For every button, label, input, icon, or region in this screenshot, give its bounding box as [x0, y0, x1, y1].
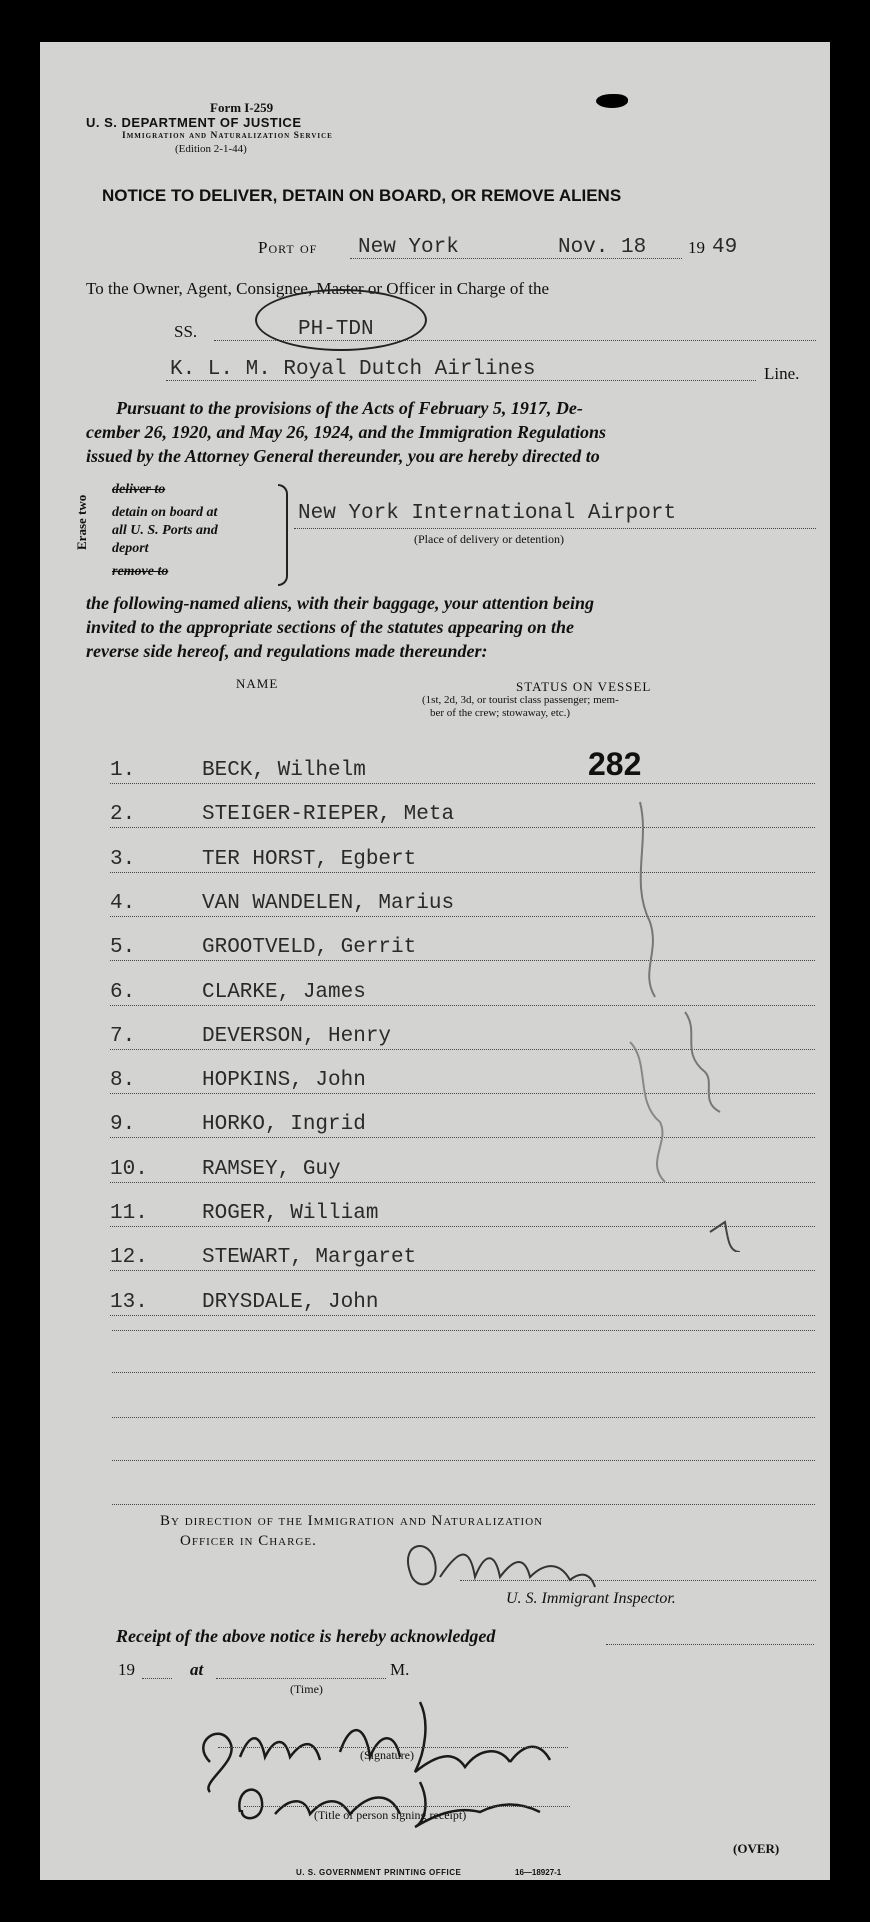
port-value: New York — [358, 236, 459, 259]
receipt-time-underline — [216, 1678, 386, 1679]
ink-blot — [596, 94, 628, 108]
alien-name: DRYSDALE, John — [202, 1290, 379, 1314]
alien-name: HORKO, Ingrid — [202, 1113, 366, 1137]
alien-number: 5. — [110, 936, 136, 960]
ss-value: PH-TDN — [298, 318, 374, 341]
alien-name: STEWART, Margaret — [202, 1246, 417, 1270]
receipt-m-suffix: M. — [390, 1660, 410, 1679]
alien-number: 9. — [110, 1113, 136, 1137]
receipt-year-underline — [142, 1678, 172, 1679]
inspector-underline — [460, 1580, 816, 1581]
pursuant-line-2: cember 26, 1920, and May 26, 1924, and the Immigration Regulations — [86, 422, 607, 442]
alien-number: 10. — [110, 1157, 148, 1181]
direction-line-2: Officer in Charge. — [180, 1533, 317, 1549]
column-name-header: NAME — [236, 676, 279, 691]
erase-two-label: Erase two — [74, 494, 89, 550]
alien-name: CLARKE, James — [202, 980, 366, 1004]
stamp-number: 282 — [588, 746, 642, 782]
department-name: U. S. DEPARTMENT OF JUSTICE — [86, 115, 302, 130]
deport-option: deport — [112, 541, 149, 556]
alien-number: 6. — [110, 980, 136, 1004]
alien-number: 3. — [110, 847, 136, 871]
pencil-annotation — [610, 782, 770, 1252]
to-owner-text: To the Owner, Agent, Consignee, Master or Officer in Charge of the — [86, 279, 549, 298]
alien-number: 7. — [110, 1024, 136, 1048]
alien-name: TER HORST, Egbert — [202, 847, 417, 871]
port-label: Port of — [258, 238, 318, 257]
following-line-3: reverse side hereof, and regulations made thereunder: — [86, 641, 488, 661]
empty-row — [112, 1330, 815, 1331]
receipt-text: Receipt of the above notice is hereby acknowledged — [116, 1626, 496, 1646]
alien-row-line — [110, 1270, 815, 1271]
alien-name: BECK, Wilhelm — [202, 759, 366, 782]
empty-row — [112, 1460, 815, 1461]
over-label: (OVER) — [733, 1841, 780, 1856]
following-line-2: invited to the appropriate sections of the statutes appearing on the — [86, 617, 575, 637]
column-status-sub-1: (1st, 2d, 3d, or tourist class passenger; mem- — [422, 694, 619, 706]
alien-number: 4. — [110, 891, 136, 915]
alien-number: 2. — [110, 803, 136, 827]
column-status-header: STATUS ON VESSEL — [516, 679, 652, 694]
receipt-at: at — [190, 1660, 204, 1679]
printer-code: 16—18927-1 — [515, 1868, 562, 1877]
empty-row — [112, 1372, 815, 1373]
remove-option: remove to — [112, 564, 169, 579]
year-prefix: 19 — [688, 238, 705, 257]
column-status-sub-2: ber of the crew; stowaway, etc.) — [430, 707, 571, 719]
receipt-date-underline — [606, 1644, 814, 1645]
ports-option: all U. S. Ports and — [112, 523, 218, 538]
detain-option: detain on board at — [112, 505, 218, 520]
alien-name: HOPKINS, John — [202, 1069, 366, 1093]
title-caption: (Title of person signing receipt) — [314, 1808, 467, 1822]
ss-circle-mark — [255, 289, 427, 351]
line-underline — [166, 380, 756, 381]
alien-number: 13. — [110, 1290, 148, 1314]
deliver-option: deliver to — [112, 482, 166, 497]
place-underline — [294, 528, 816, 529]
pursuant-line-3: issued by the Attorney General thereunder, you are hereby directed to — [86, 446, 600, 466]
directive-brace — [278, 484, 288, 586]
inspector-caption: U. S. Immigrant Inspector. — [506, 1590, 676, 1607]
alien-name: ROGER, William — [202, 1202, 379, 1225]
form-paper — [40, 42, 830, 1880]
year-value: 49 — [712, 236, 738, 259]
alien-name: GROOTVELD, Gerrit — [202, 936, 417, 960]
alien-row — [110, 1286, 815, 1316]
alien-name: DEVERSON, Henry — [202, 1024, 392, 1048]
alien-name: RAMSEY, Guy — [202, 1157, 341, 1181]
date-value: Nov. 18 — [558, 236, 647, 259]
alien-number: 11. — [110, 1202, 148, 1225]
direction-line-1: By direction of the Immigration and Naturalization — [160, 1513, 544, 1529]
following-line-1: the following-named aliens, with their baggage, your attention being — [86, 593, 595, 613]
alien-number: 8. — [110, 1069, 136, 1093]
pursuant-line-1: Pursuant to the provisions of the Acts of February 5, 1917, De- — [116, 398, 583, 418]
form-number: Form I-259 — [210, 100, 274, 115]
empty-row — [112, 1417, 815, 1418]
title-underline — [244, 1806, 570, 1807]
place-caption: (Place of delivery or detention) — [414, 532, 564, 546]
alien-row-line — [110, 1315, 815, 1316]
edition-label: (Edition 2-1-44) — [175, 143, 247, 155]
place-value: New York International Airport — [298, 502, 677, 525]
empty-row — [112, 1504, 815, 1505]
alien-number: 12. — [110, 1246, 148, 1270]
line-value: K. L. M. Royal Dutch Airlines — [170, 358, 536, 381]
receipt-year-prefix: 19 — [118, 1660, 135, 1679]
time-caption: (Time) — [290, 1682, 323, 1696]
alien-name: VAN WANDELEN, Marius — [202, 891, 455, 915]
printer-label: U. S. GOVERNMENT PRINTING OFFICE — [296, 1868, 462, 1877]
service-name: Immigration and Naturalization Service — [122, 131, 333, 141]
line-label: Line. — [764, 364, 800, 383]
form-title: NOTICE TO DELIVER, DETAIN ON BOARD, OR REMOVE ALIENS — [102, 186, 622, 205]
alien-number: 1. — [110, 759, 136, 782]
alien-row — [110, 754, 815, 784]
ss-label: SS. — [174, 322, 198, 341]
signature-caption: (Signature) — [360, 1748, 414, 1762]
alien-name: STEIGER-RIEPER, Meta — [202, 803, 455, 827]
